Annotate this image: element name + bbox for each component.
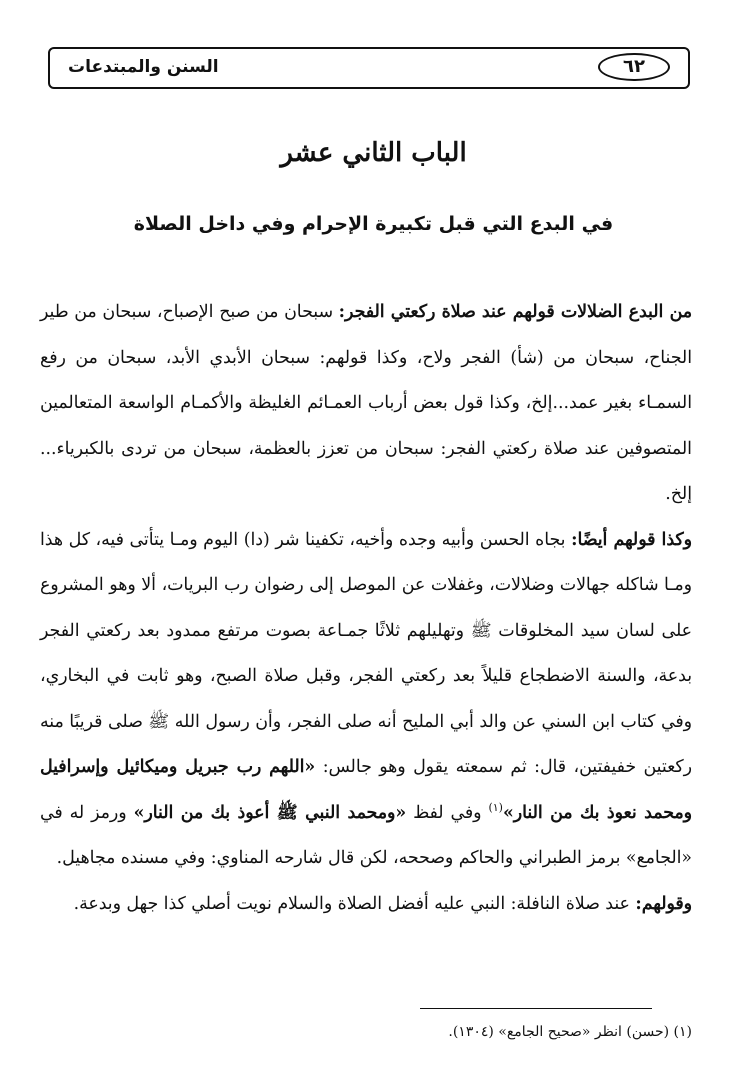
hadith-quote-2: «ومحمد النبي ﷺ أعوذ بك من النار» [133,802,407,823]
footnote: (١) (حسن) انظر «صحيح الجامع» (١٣٠٤). [448,1024,692,1040]
section-title: في البدع التي قبل تكبيرة الإحرام وفي داخل الصلاة [133,213,614,235]
paragraph-2-lead: وكذا قولهم أيضًا: [571,529,692,550]
paragraph-1-lead: من البدع الضلالات قولهم عند صلاة ركعتي الفجر: [338,302,692,322]
paragraph-2-text-2: وفي لفظ [406,802,489,823]
paragraph-2-text-3: ورمز له في «الجامع» برمز الطبراني والحاكم وصححه، لكن قال شارحه المناوي: وفي مسنده مجاهيل. [40,802,692,868]
paragraph-3 [40,882,692,928]
page-header [48,47,690,89]
footnote-reference[interactable]: (١) [488,800,503,814]
hadith-quote-1: «اللهم رب جبريل وميكائيل وإسرافيل ومحمد نعوذ بك من النار» [40,757,692,823]
paragraph-1 [40,290,692,518]
paragraph-3-text: عند صلاة النافلة: النبي عليه أفضل الصلاة والسلام نويت أصلي كذا جهل وبدعة. [73,893,636,914]
paragraph-3-lead: وقولهم: [635,893,692,914]
body-text [40,290,692,927]
paragraph-2-text-1: بجاه الحسن وأبيه وجده وأخيه، تكفينا شر (دا) اليوم ومـا يتأتى فيه، كل هذا ومـا شاكله جهالات وضلالات، وغفلات عن الموصل إلى رضوان رب البريات، ألا وهو المشروع على لسان سيد المخلوقات ﷺ وتهليلهم ثلاثًا جمـاعة بصوت مرتفع ممدود بعد ركعتي الفجر بدعة، والسنة الاضطجاع قليلاً بعد ركعتي الفجر، وقبل صلاة الصبح، وهو ثابت في البخاري، وفي كتاب ابن السني عن والد أبي المليح أنه صلى الفجر، وأن رسول الله ﷺ صلى قريبًا منه ركعتين خفيفتين، قال: ثم سمعته يقول وهو جالس: [40,529,692,777]
page-number: ٦٢ [598,53,670,81]
paragraph-2 [40,518,692,882]
chapter-title: الباب الثاني عشر [280,138,467,168]
paragraph-1-text: سبحان من صبح الإصباح، سبحان من طير الجناح، سبحان من (شأ) الفجر ولاح، وكذا قولهم: سبحان الأبدي الأبد، سبحان من رفع السمـاء بغير عمد...إلخ، وكذا قول بعض أرباب العمـائم الغليظة والأكمـام الواسعة المتعالمين المتصوفين عند صلاة ركعتي الفجر: سبحان من تعزز بالعظمة، سبحان من تردى بالكبرياء... إلخ. [40,302,692,504]
footnote-divider [420,1008,652,1009]
book-title: السنن والمبتدعات [68,57,219,77]
